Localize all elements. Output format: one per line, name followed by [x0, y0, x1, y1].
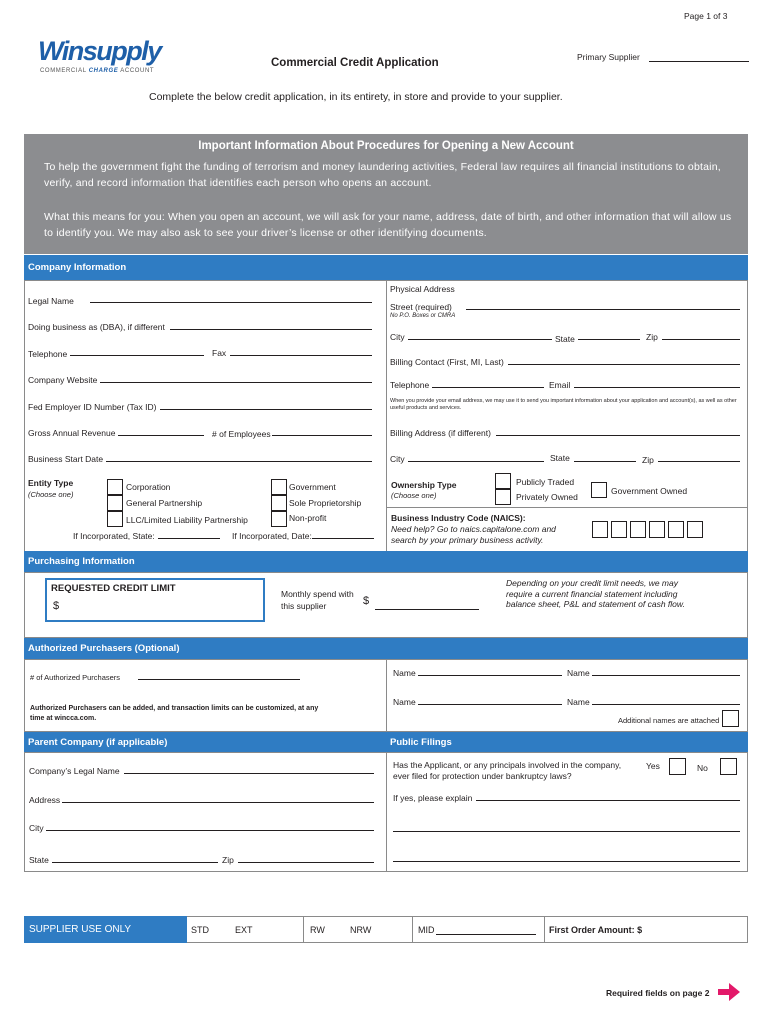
inc-date-label: If Incorporated, Date:	[232, 531, 312, 541]
financial-statement-note: Depending on your credit limit needs, we may require a current financial statement including balance sheet, P&L and statement of cash flow.	[506, 578, 685, 609]
naics-digit-6[interactable]	[687, 521, 703, 538]
std-label: STD	[191, 925, 209, 935]
non-profit-label: Non-profit	[289, 513, 327, 523]
llc-checkbox[interactable]	[107, 511, 123, 527]
revenue-field[interactable]	[118, 435, 204, 436]
entity-choose-one: (Choose one)	[28, 490, 74, 499]
additional-names-label: Additional names are attached	[618, 716, 720, 725]
billing-contact-field[interactable]	[508, 364, 740, 365]
billing-contact-label: Billing Contact (First, MI, Last)	[390, 357, 504, 367]
name2-label: Name	[567, 668, 590, 678]
email-note: When you provide your email address, we may use it to send you important information about your application and account(s), as well as other useful products and services.	[390, 398, 737, 411]
publicly-traded-label: Publicly Traded	[516, 477, 575, 487]
name4-label: Name	[567, 697, 590, 707]
fax-field[interactable]	[230, 355, 372, 356]
parent-legal-name-field[interactable]	[124, 773, 374, 774]
physical-address-label: Physical Address	[390, 284, 455, 294]
info-paragraph-1: To help the government fight the funding of terrorism and money laundering activities, Federal law requires all financial institutions to obtain, verify, and record information that identifies each person who opens an account.	[44, 161, 721, 189]
company-info-bar: Company Information	[24, 255, 748, 280]
state-label: State	[555, 334, 575, 344]
additional-names-checkbox[interactable]	[722, 710, 739, 727]
num-purchasers-field[interactable]	[138, 679, 300, 680]
zip2-label: Zip	[642, 455, 654, 465]
government-owned-checkbox[interactable]	[591, 482, 607, 498]
city-label: City	[390, 332, 405, 342]
government-owned-label: Government Owned	[611, 486, 688, 496]
ownership-type-label: Ownership Type	[391, 480, 457, 490]
authorized-note: Authorized Purchasers can be added, and transaction limits can be customized, at any time at wincca.com.	[30, 705, 319, 722]
bankruptcy-question: Has the Applicant, or any principals involved in the company, ever filed for protection under bankruptcy laws?	[393, 760, 622, 781]
info-paragraph-2: What this means for you: When you open an account, we will ask for your name, address, date of birth, and other information that will allow us to identify you. We may also ask to see your driver’s license or other identifying documents.	[44, 211, 732, 239]
page-number: Page 1 of 3	[684, 11, 728, 21]
legal-name-field[interactable]	[90, 302, 372, 303]
parent-address-field[interactable]	[62, 802, 374, 803]
rw-label: RW	[310, 925, 325, 935]
state-field[interactable]	[578, 339, 640, 340]
city2-field[interactable]	[408, 461, 544, 462]
telephone-field[interactable]	[70, 355, 204, 356]
parent-zip-label: Zip	[222, 855, 234, 865]
credit-limit-dollar: $	[53, 600, 60, 612]
street-field[interactable]	[466, 309, 740, 310]
telephone2-label: Telephone	[390, 380, 430, 390]
naics-digit-5[interactable]	[668, 521, 684, 538]
corporation-checkbox[interactable]	[107, 479, 123, 495]
dba-field[interactable]	[170, 329, 372, 330]
employees-field[interactable]	[272, 435, 372, 436]
non-profit-checkbox[interactable]	[271, 511, 287, 527]
explain-field-2[interactable]	[393, 831, 740, 832]
monthly-spend-field[interactable]	[375, 609, 479, 610]
llc-label: LLC/Limited Liability Partnership	[126, 515, 248, 525]
instruction-text: Complete the below credit application, in its entirety, in store and provide to your supplier.	[149, 91, 563, 103]
start-date-field[interactable]	[106, 461, 372, 462]
winsupply-logo	[38, 36, 183, 78]
entity-ownership-divider	[386, 472, 387, 552]
inc-date-field[interactable]	[312, 538, 374, 539]
corporation-label: Corporation	[126, 482, 171, 492]
fein-field[interactable]	[160, 409, 372, 410]
publicly-traded-checkbox[interactable]	[495, 473, 511, 489]
name1-label: Name	[393, 668, 416, 678]
website-field[interactable]	[100, 382, 372, 383]
government-checkbox[interactable]	[271, 479, 287, 495]
info-heading: Important Information About Procedures for Opening a New Account	[198, 140, 574, 152]
parent-legal-name-label: Company’s Legal Name	[29, 766, 120, 776]
street-label: Street (required)	[390, 302, 452, 312]
important-info-box	[24, 134, 748, 254]
parent-city-field[interactable]	[46, 830, 374, 831]
explain-label: If yes, please explain	[393, 793, 473, 803]
zip-field[interactable]	[662, 339, 740, 340]
supplier-divider-2	[412, 916, 413, 943]
fein-label: Fed Employer ID Number (Tax ID)	[28, 402, 157, 412]
billing-address-field[interactable]	[496, 435, 740, 436]
nrw-label: NRW	[350, 925, 372, 935]
monthly-spend-label: Monthly spend with this supplier	[281, 589, 354, 611]
public-filings-bar: Public Filings	[386, 732, 748, 752]
city2-label: City	[390, 454, 405, 464]
primary-supplier-label: Primary Supplier	[577, 52, 640, 62]
government-label: Government	[289, 482, 336, 492]
parent-company-bar: Parent Company (if applicable)	[24, 732, 386, 752]
zip2-field[interactable]	[658, 461, 740, 462]
supplier-divider-3	[544, 916, 545, 943]
explain-field-3[interactable]	[393, 861, 740, 862]
email-field[interactable]	[574, 387, 740, 388]
yes-checkbox[interactable]	[669, 758, 686, 775]
ownership-choose-one: (Choose one)	[391, 491, 437, 500]
revenue-label: Gross Annual Revenue	[28, 428, 116, 438]
mid-label: MID	[418, 925, 435, 935]
parent-state-field[interactable]	[52, 862, 218, 863]
no-checkbox[interactable]	[720, 758, 737, 775]
authorized-divider	[386, 659, 387, 732]
parent-city-label: City	[29, 823, 44, 833]
naics-digit-1[interactable]	[592, 521, 608, 538]
state2-field[interactable]	[574, 461, 636, 462]
sole-prop-label: Sole Proprietorship	[289, 498, 362, 508]
name1-field[interactable]	[418, 675, 562, 676]
zip-label: Zip	[646, 332, 658, 342]
name2-field[interactable]	[592, 675, 740, 676]
website-label: Company Website	[28, 375, 98, 385]
num-purchasers-label: # of Authorized Purchasers	[30, 673, 121, 682]
authorized-purchasers-bar: Authorized Purchasers (Optional)	[24, 638, 748, 659]
privately-owned-label: Privately Owned	[516, 492, 578, 502]
naics-digit-2[interactable]	[611, 521, 627, 538]
ext-label: EXT	[235, 925, 253, 935]
email-label: Email	[549, 380, 571, 390]
general-partnership-label: General Partnership	[126, 498, 203, 508]
city-field[interactable]	[408, 339, 552, 340]
naics-digit-3[interactable]	[630, 521, 646, 538]
mid-field[interactable]	[436, 934, 536, 935]
parent-filings-divider	[386, 752, 387, 872]
fax-label: Fax	[212, 348, 227, 358]
required-fields-note: Required fields on page 2	[606, 988, 710, 998]
monthly-spend-dollar: $	[363, 595, 370, 607]
arrow-right-icon[interactable]	[718, 983, 740, 1001]
logo-wordmark: Winsupply	[38, 36, 161, 66]
legal-name-label: Legal Name	[28, 296, 74, 306]
telephone2-field[interactable]	[432, 387, 544, 388]
logo-tagline: COMMERCIAL CHARGE ACCOUNT	[40, 68, 155, 74]
first-order-label: First Order Amount: $	[549, 925, 643, 935]
parent-zip-field[interactable]	[238, 862, 374, 863]
primary-supplier-field[interactable]	[649, 61, 749, 62]
supplier-use-only-label: SUPPLIER USE ONLY	[24, 916, 187, 943]
parent-address-label: Address	[29, 795, 61, 805]
no-po-note: No P.O. Boxes or CMRA	[390, 313, 456, 319]
yes-label: Yes	[646, 761, 660, 771]
requested-credit-limit-label: REQUESTED CREDIT LIMIT	[51, 583, 176, 594]
form-title: Commercial Credit Application	[271, 57, 439, 69]
start-date-label: Business Start Date	[28, 454, 104, 464]
naics-help: Need help? Go to naics.capitalone.com and search by your primary business activity.	[391, 524, 556, 545]
purchasing-bar: Purchasing Information	[24, 551, 748, 572]
dba-label: Doing business as (DBA), if different	[28, 322, 165, 332]
no-label: No	[697, 763, 708, 773]
billing-address-label: Billing Address (if different)	[390, 428, 491, 438]
sole-prop-checkbox[interactable]	[271, 495, 287, 511]
state2-label: State	[550, 453, 570, 463]
general-partnership-checkbox[interactable]	[107, 495, 123, 511]
naics-digit-4[interactable]	[649, 521, 665, 538]
entity-type-label: Entity Type	[28, 478, 74, 488]
parent-state-label: State	[29, 855, 49, 865]
name4-field[interactable]	[592, 704, 740, 705]
telephone-label: Telephone	[28, 349, 68, 359]
employees-label: # of Employees	[212, 429, 271, 439]
name3-field[interactable]	[418, 704, 562, 705]
company-divider	[386, 280, 387, 472]
inc-state-label: If Incorporated, State:	[73, 531, 155, 541]
explain-field-1[interactable]	[476, 800, 740, 801]
inc-state-field[interactable]	[158, 538, 220, 539]
supplier-divider-1	[303, 916, 304, 943]
privately-owned-checkbox[interactable]	[495, 489, 511, 505]
requested-credit-limit-box[interactable]	[45, 578, 265, 622]
name3-label: Name	[393, 697, 416, 707]
naics-divider	[386, 507, 748, 508]
naics-label: Business Industry Code (NAICS):	[391, 513, 526, 523]
